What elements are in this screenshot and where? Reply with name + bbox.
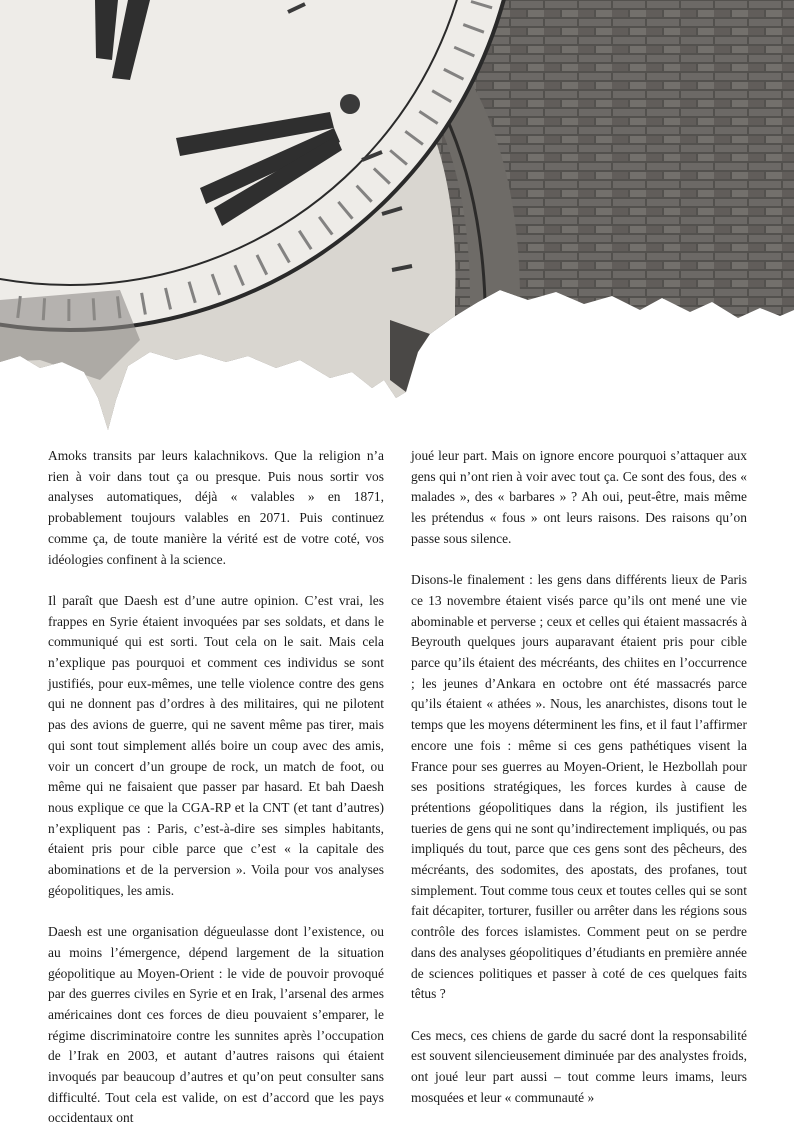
paragraph: Ces mecs, ces chiens de garde du sacré dont la responsabilité est souvent silencieusement diminuée par des analystes froids, ont joué leur part aussi – tout comme leurs imams, leurs mosquées et leur « communauté »: [411, 1027, 747, 1105]
paragraph: Daesh est une organisation dégueulasse dont l’existence, ou au moins l’émergence, dépend largement de la situation géopolitique au Moyen-Orient : le vide de pouvoir provoqué par des guerres civiles en Syrie et en Irak, l’arsenal des armes américaines dont ces forces de dieu pouvaient s’emparer, le régime discriminatoire contre les sunnites après l’occupation de l’Irak en 2003, et autant d’autres raisons qui étaient invoqués par beaucoup d’autres et qu’on peut consulter sans difficulté. Tout cela est valide, on est d’accord que les pays occidentaux ont: [48, 924, 384, 1126]
left-column: [48, 446, 384, 1129]
paragraph: Il paraît que Daesh est d’une autre opinion. C’est vrai, les frappes en Syrie étaient invoquées par ses soldats, et dans le communiqué qui est sorti. Tout cela on le sait. Mais cela n’explique pas pourquoi et comment ces individus se sont justifiés, pour eux-mêmes, une telle violence contre des gens qui ne donnent pas d’ordres à des militaires, qui ne pilotent pas des avions de guerre, qui ne savent même pas tirer, mais qui sont tout simplement allés boire un coup avec des amis, voir un concert d’un groupe de rock, un match de foot, ou même qui ne faisaient que passer par hasard. Et bah Daesh nous explique ce que la CGA-RP et la CNT (et tant d’autres) n’expliquent pas : Paris, c’est-à-dire ses simples habitants, étaient pris pour cible parce que c’est « la capitale des abominations et de la perversion ». Voila pour vos analyses géopolitiques, les amis.: [48, 592, 384, 898]
paragraph: Disons-le finalement : les gens dans différents lieux de Paris ce 13 novembre étaient visés parce qu’ils ont mené une vie abominable et perverse ; ceux et celles qui étaient massacrés à Beyrouth quelques jours auparavant étaient pris pour cible parce qu’ils étaient des mécréants, des chiites en l’occurrence ; les jeunes d’Ankara en octobre ont été massacrés parce qu’ils étaient « athées ». Nous, les anarchistes, disons tout le temps que les moyens déterminent les fins, et il faut l’affirmer encore une fois : même si ces gens pathétiques visent la France pour ses guerres au Moyen-Orient, le Hezbollah pour ses positions stratégiques, les forces kurdes à cause de prétentions géopolitiques dans la région, ils justifient les tueries de gens qui ne sont qu’indirectement impliqués, ou pas impliqués du tout, parce que ces gens sont des pêcheurs, des mécréants, des sodomites, des apostats, des profanes, tout simplement. Tout comme tous ceux et toutes celles qui se sont fait décapiter, torturer, fusiller ou arrêter dans les régions sous contrôle des forces islamistes. Comment peut on se perdre dans des analyses géopolitiques d’étudiants en première année de sciences politiques et passer à coté de ces quelques faits têtus ?: [411, 572, 747, 1002]
clock-photo: [0, 0, 794, 445]
paragraph: joué leur part. Mais on ignore encore pourquoi s’attaquer aux gens qui n’ont rien à voir avec tout ça. Ce sont des fous, des « malades », des « barbares » ? Ah oui, peut-être, mais même les prétendus « fous » ont leurs raisons. Des raisons qu’on passe sous silence.: [411, 448, 747, 546]
right-column: [411, 446, 747, 1108]
paragraph: Amoks transits par leurs kalachnikovs. Que la religion n’a rien à voir dans tout ça ou presque. Puis nous sortir vos analyses automatiques, déjà « valables » en 1871, probablement toujours valables en 2071. Puis continuez comme ça, de toute manière la vérité est de votre coté, vos idéologies confinent à la science.: [48, 448, 384, 567]
